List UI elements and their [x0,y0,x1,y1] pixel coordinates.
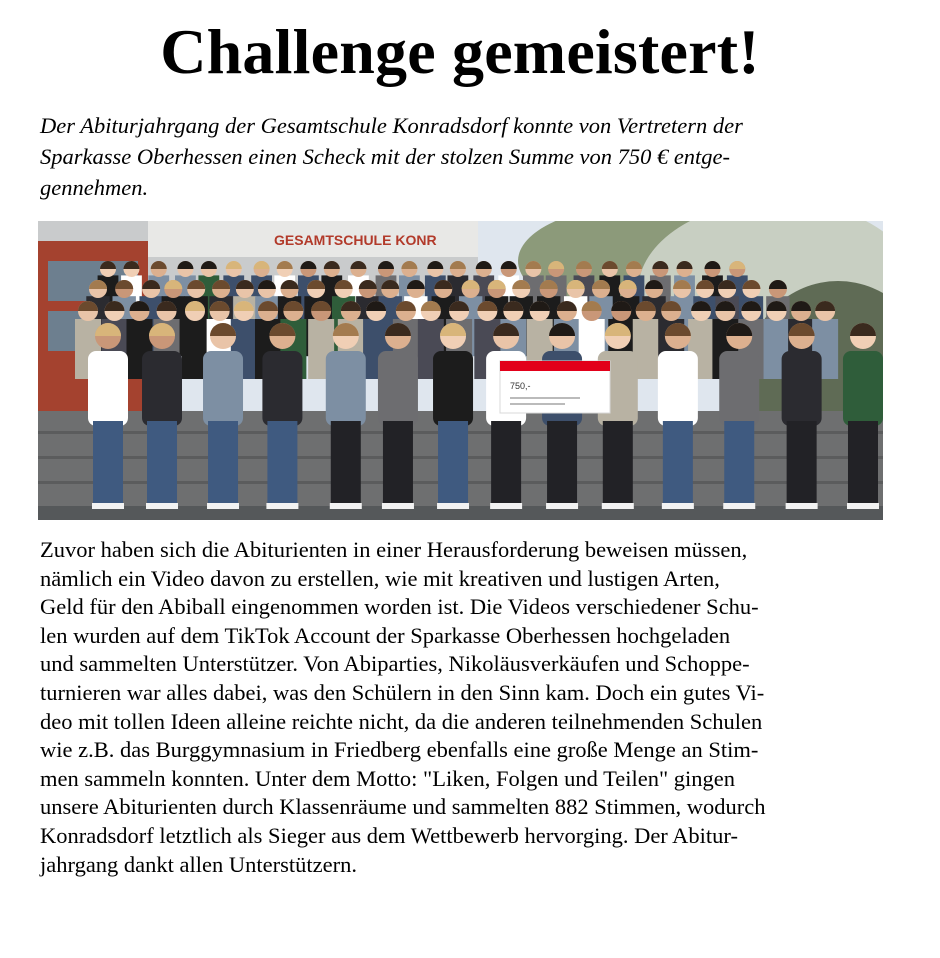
body-line: deo mit tollen Ideen alleine reichte nicht, da die anderen teilnehmenden Schulen [40,708,763,734]
body-line: jahrgang dankt allen Unterstützern. [40,851,357,877]
article-body [40,536,880,879]
body-line: len wurden auf dem TikTok Account der Sparkasse Oberhessen hochgeladen [40,622,731,648]
body-line: nämlich ein Video davon zu erstellen, wie mit kreativen und lustigen Arten, [40,565,720,591]
building-sign: GESAMTSCHULE KONR [274,232,437,248]
lead-line: Der Abiturjahrgang der Gesamtschule Konradsdorf konnte von Vertretern der [40,113,743,138]
body-line: wie z.B. das Burggymnasium in Friedberg ebenfalls eine große Menge an Stim- [40,737,759,763]
lead-line: Sparkasse Oberhessen einen Scheck mit der stolzen Summe von 750 € entge- [40,144,731,169]
lead-paragraph [40,110,870,203]
body-line: und sammelten Unterstützer. Von Abiparties, Nikoläusverkäufen und Schoppe- [40,651,750,677]
body-line: Geld für den Abiball eingenommen worden ist. Die Videos verschiedener Schu- [40,594,759,620]
group-photo [38,221,883,520]
body-line: unsere Abiturienten durch Klassenräume und sammelten 882 Stimmen, wodurch [40,794,766,820]
body-line: Zuvor haben sich die Abiturienten in einer Herausforderung beweisen müssen, [40,537,748,562]
cheque-amount: 750,- [510,381,531,391]
group-photo-illustration [38,221,883,520]
headline: Challenge gemeistert! [160,16,760,87]
body-line: Konradsdorf letztlich als Sieger aus dem Wettbewerb hervorging. Der Abitur- [40,822,738,848]
body-line: men sammeln konnten. Unter dem Motto: "Liken, Folgen und Teilen" gingen [40,765,736,791]
cheque [500,361,610,413]
body-line: turnieren war alles dabei, was den Schülern in den Sinn kam. Doch ein gutes Vi- [40,679,765,705]
lead-line: gennehmen. [40,175,149,200]
